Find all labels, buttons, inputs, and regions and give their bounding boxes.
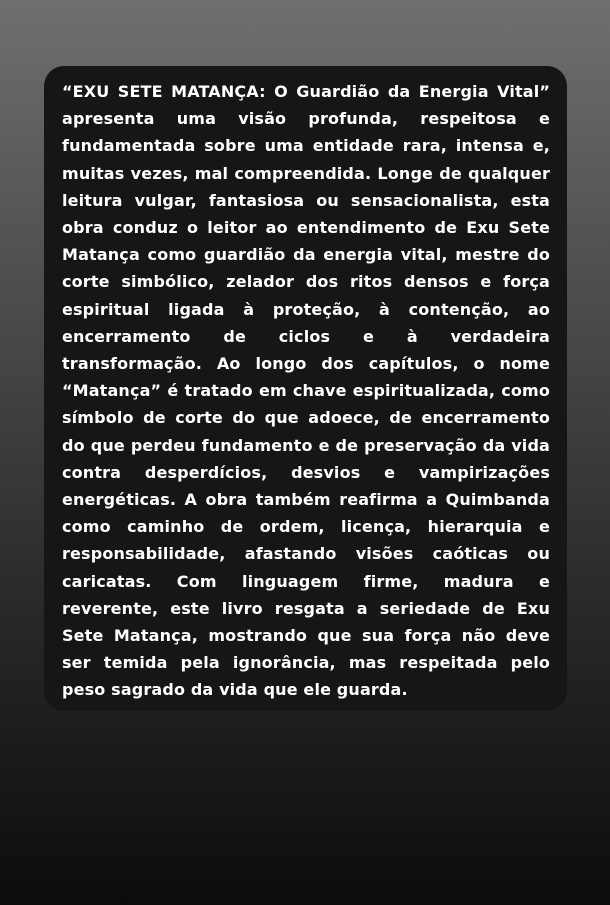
synopsis-card (44, 66, 567, 711)
synopsis-text: “EXU SETE MATANÇA: O Guardião da Energia Vital” apresenta uma visão profunda, respeitosa e fundamentada sobre uma entidade rara, intensa e, muitas vezes, mal compreendida. Longe de qualquer leitura vulgar, fantasiosa ou sensacionalista, esta obra conduz o leitor ao entendimento de Exu Sete Matança como guardião da energia vital, mestre do corte simbólico, zelador dos ritos densos e força espiritual ligada à proteção, à contenção, ao encerramento de ciclos e à verdadeira transformação. Ao longo dos capítulos, o nome “Matança” é tratado em chave espiritualizada, como símbolo de corte do que adoece, de encerramento do que perdeu fundamento e de preservação da vida contra desperdícios, desvios e vampirizações energéticas. A obra também reafirma a Quimbanda como caminho de ordem, licença, hierarquia e responsabilidade, afastando visões caóticas ou caricatas. Com linguagem firme, madura e reverente, este livro resgata a seriedade de Exu Sete Matança, mostrando que sua força não deve ser temida pela ignorância, mas respeitada pelo peso sagrado da vida que ele guarda. (62, 82, 550, 700)
